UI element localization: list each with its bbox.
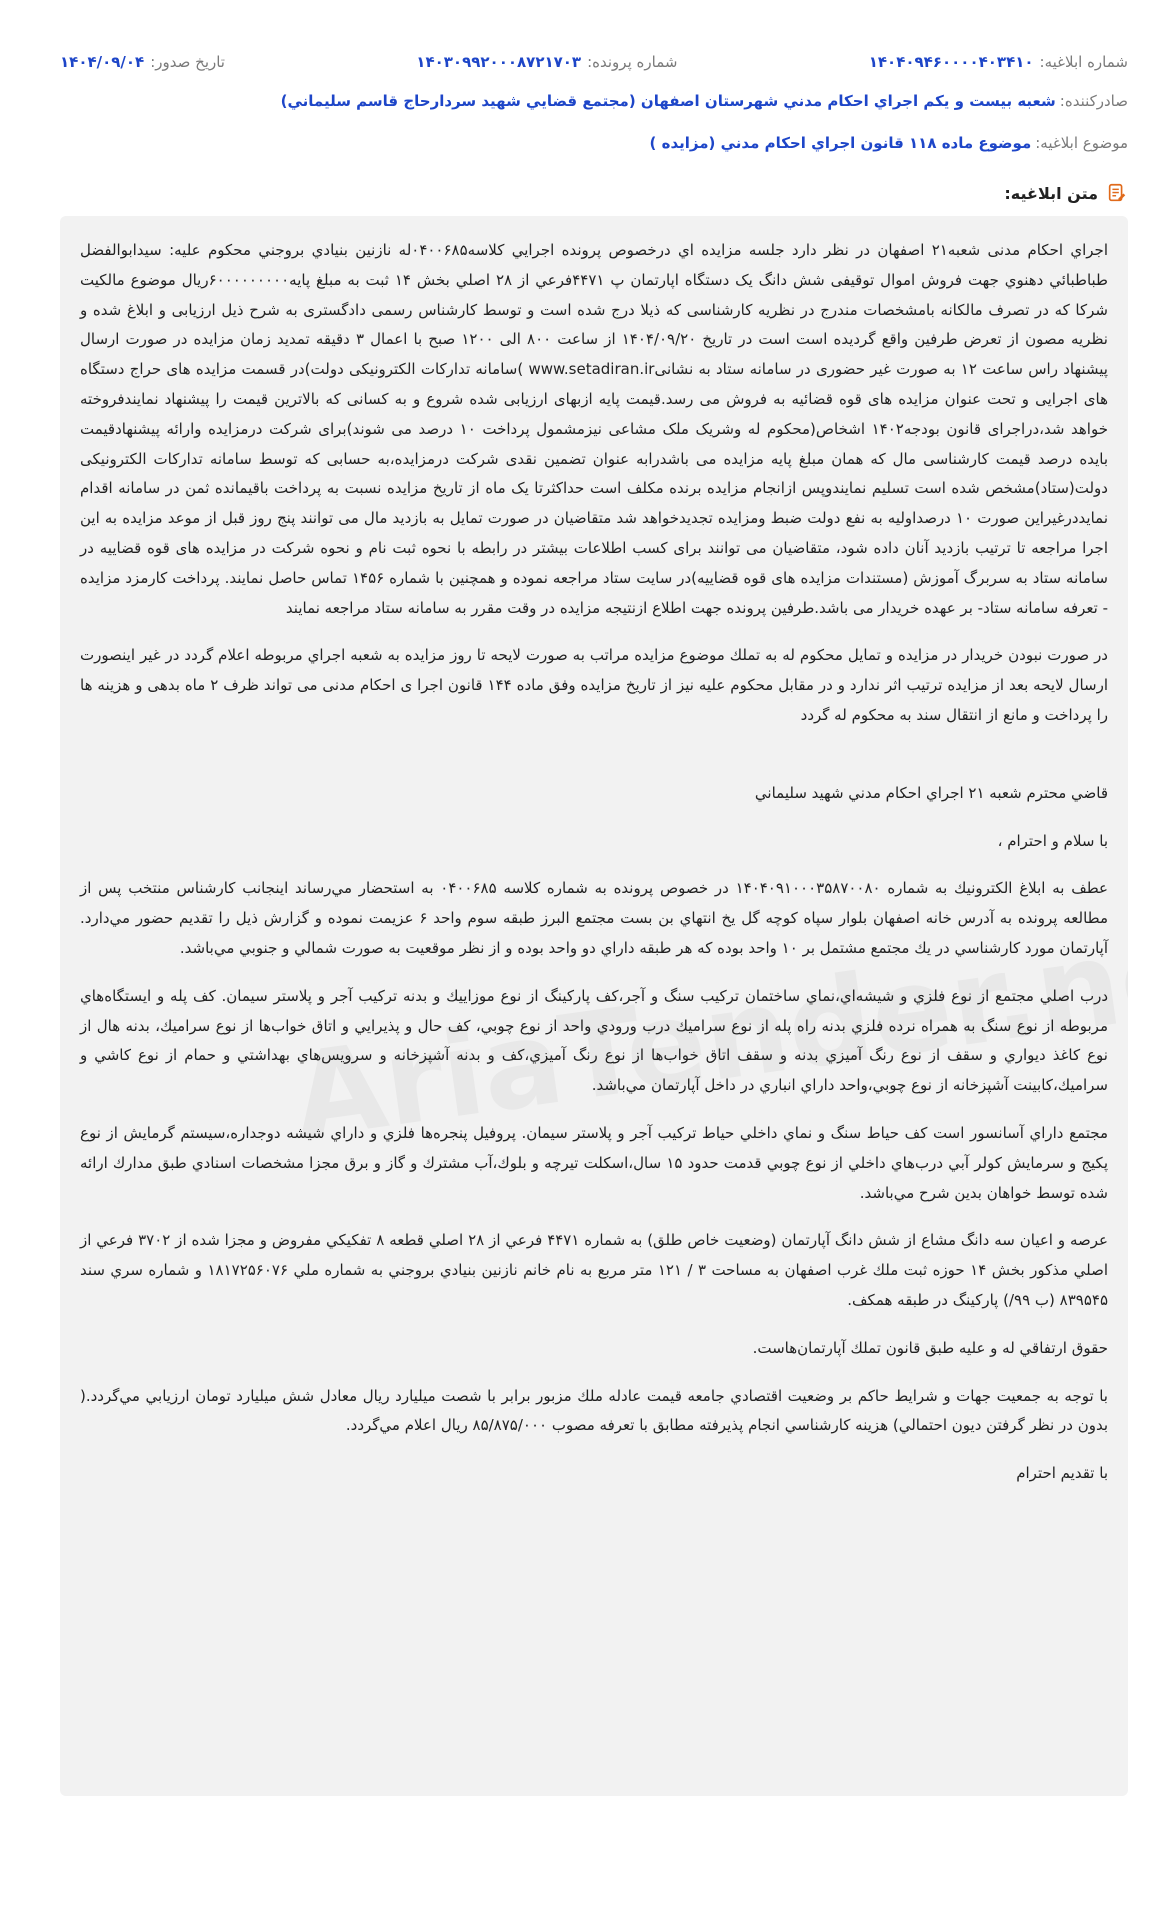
notice-text-heading xyxy=(60,182,1128,204)
subject-label: موضوع ابلاغیه: xyxy=(1035,134,1128,152)
issuer-value: شعبه بیست و یکم اجراي احكام مدني شهرستان اصفهان (مجتمع قضايي شهيد سردارحاج قاسم سليماني) xyxy=(280,92,1056,110)
closing-line: با تقديم احترام xyxy=(1016,1464,1108,1483)
notice-number-field xyxy=(869,53,1128,71)
case-number-value: ۱۴۰۳۰۹۹۲۰۰۰۸۷۲۱۷۰۳ xyxy=(416,53,582,71)
expert-report-intro: عطف به ابلاغ الكترونيك به شماره ۱۴۰۴۰۹۱۰۰۰۳۵۸۷۰۰۸۰ در خصوص پرونده به شماره كلاسه ۰۴۰۰۶۸۵ به استحضار مي‌رساند اينجانب كارشناس منتخب پس از مطالعه پرونده به آدرس خانه اصفهان بلوار سپاه كوچه گل يخ انتهاي بن بست مجتمع البرز طبقه سوم واحد ۶ عزيمت نموده و گزارش ذيل را تقديم حضور مي‌دارد. آپارتمان مورد كارشناسي در يك مجتمع مشتمل بر ۱۰ واحد بوده كه هر طبقه داراي دو واحد بوده و از نظر موقعيت به صورت شمالي و جنوبي مي‌باشد. xyxy=(80,879,1108,957)
valuation-paragraph: با توجه به جمعيت جهات و شرايط حاكم بر وضعيت اقتصادي جامعه قيمت عادله ملك مزبور برابر با شصت ميليارد ريال معادل شش ميليارد تومان ارزيابي مي‌گردد.( بدون در نظر گرفتن ديون احتمالي) هزينه كارشناسي انجام پذيرفته مطابق با تعرفه مصوب ۸۵/۸۷۵/۰۰۰ ريال اعلام مي‌گردد. xyxy=(80,1386,1108,1435)
issuer-field xyxy=(60,92,1128,116)
issue-date-value: ۱۴۰۴/۰۹/۰۴ xyxy=(60,53,145,71)
no-buyer-paragraph: در صورت نبودن خريدار در مزايده و تمايل محكوم له به تملك موضوع مزايده مراتب به صورت لايحه تا روز مزايده به شعبه اجراي مربوطه اعلام گردد در غير اينصورت ارسال لايحه بعد از مزايده ترتيب اثر ندارد و در مقابل محكوم عليه نيز از تاريخ مزايده وفق ماده ۱۴۴ قانون اجرا ی احكام مدنی می تواند ظرف ۲ ماه بدهی و هزينه ها را پرداخت و مانع از انتقال سند به محكوم له گردد xyxy=(80,646,1109,724)
deed-details-paragraph: عرصه و اعيان سه دانگ مشاع از شش دانگ آپارتمان (وضعيت خاص طلق) به شماره ۴۴۷۱ فرعي از ۲۸ اصلي قطعه ۸ تفكيكي مفروض و مجزا شده از ۳۷۰۲ فرعي از اصلي مذكور بخش ۱۴ حوزه ثبت ملك غرب اصفهان به مساحت ۳ / ۱۲۱ متر مربع به نام خانم نازنين بنيادي بروجني به شماره ملي ۱۸۱۷۲۵۶۰۷۶ و شماره سري سند ۸۳۹۵۴۵ (ب ۹۹/) پاركينگ در طبقه همكف. xyxy=(80,1231,1108,1309)
case-number-field xyxy=(416,53,677,71)
subject-value: موضوع ماده ۱۱۸ قانون اجراي احكام مدني (مزايده ) xyxy=(649,134,1032,152)
meta-header-row xyxy=(60,50,1128,74)
notice-text-title: متن ابلاغیه: xyxy=(1004,183,1098,203)
notice-content-box xyxy=(60,216,1128,1796)
notice-page xyxy=(60,50,1128,1796)
subject-field xyxy=(60,134,1128,158)
judge-address-line: قاضي محترم شعبه ۲۱ اجراي احكام مدني شهيد سليماني xyxy=(754,783,1108,802)
greeting-line: با سلام و احترام ، xyxy=(997,831,1108,850)
auction-paragraph: اجراي احكام مدنی شعبه۲۱ اصفهان در نظر دارد جلسه مزايده اي درخصوص پرونده اجرايي كلاسه۰۴۰۰۶۸۵له نازنين بنيادي بروجني محكوم عليه: سیدابوالفضل طباطبائي دهنوي جهت فروش اموال توقيفی شش دانگ یک دستگاه اپارتمان پ ۴۴۷۱فرعي از ۲۸ اصلي بخش ۱۴ ثبت به مبلغ پايه۶۰۰۰۰۰۰۰۰۰ریال موضوع مالكيت شركا كه در تصرف مالكانه بامشخصات مندرج در نظريه كارشناسی كه ذيلا درج شده است و توسط كارشناس رسمی دادگستری به شرح ذيل ارزيابی و ابلاغ شده و نظريه مصون از تعرض طرفين واقع گرديده است است در تاريخ ۱۴۰۴/۰۹/۲۰ از ساعت ۸۰۰ الی ۱۲۰۰ صبح با اعمال ۳ دقيقه تمديد زمان مزايده در صورت ارسال پيشنهاد راس ساعت ۱۲ به صورت غير حضوری در سامانه ستاد به نشانیwww.setadiran.ir )سامانه تداركات الكترونيكی دولت)در قسمت مزايده های حراج دستگاه های اجرايی و تحت عنوان مزايده های قوه قضائيه به فروش می رسد.قيمت پايه ازبهای ارزيابی شده شروع و به كسانی كه بالاترين قيمت را پيشنهاد نمايندفروخته خواهد شد،دراجرای قانون بودجه۱۴۰۲ اشخاص(محکوم له وشریک ملک مشاعی نیزمشمول پرداخت ۱۰ درصد می شوند)برای شركت درمزايده وارائه پيشنهادقيمت بايده درصد قيمت كارشناسی مال كه همان مبلغ پايه مزايده می باشدرابه عنوان تضمين نقدی شركت درمزايده،به حسابی كه توسط سامانه تداركات الكترونيكی دولت(ستاد)مشخص شده است تسليم نمايندوپس ازانجام مزايده برنده مكلف است حداكثرتا يک ماه از تاريخ مزايده نسبت به پرداخت باقيمانده ثمن در سامانه اقدام نمايددرغيراين صورت ۱۰ درصداوليه به نفع دولت ضبط ومزايده تجديدخواهد شد متقاضيان در صورت تمايل به بازديد مال می توانند پنج روز قبل از موعد مزايده به اين اجرا مراجعه تا ترتيب بازديد آنان داده شود، متقاضيان می توانند برای كسب اطلاعات بيشتر در رابطه با نحوه ثبت نام و نحوه شركت در مزايده های قوه قضاييه در سامانه ستاد به سربرگ آموزش (مستندات مزايده های قوه قضاييه)در سايت ستاد مراجعه نموده و همچنين با شماره ۱۴۵۶ تماس حاصل نمايند. پرداخت كارمزد مزايده - تعرفه سامانه ستاد- بر عهده خريدار می باشد.طرفين پرونده جهت اطلاع ازنتيجه مزايده در وقت مقرر به سامانه ستاد مراجعه نمايند xyxy=(80,241,1108,617)
notice-number-label: شماره ابلاغیه: xyxy=(1039,53,1128,71)
issue-date-field xyxy=(60,53,225,71)
document-edit-icon xyxy=(1106,182,1128,204)
issue-date-label: تاریخ صدور: xyxy=(150,53,225,71)
easement-rights-line: حقوق ارتفاقي له و عليه طبق قانون تملك آپارتمان‌هاست. xyxy=(752,1338,1108,1357)
building-specs-paragraph: درب اصلي مجتمع از نوع فلزي و شيشه‌اي،نماي ساختمان تركيب سنگ و آجر،كف پاركينگ از نوع موزاييك و بدنه تركيب آجر و پلاستر سيمان. كف پله و ايستگاه‌هاي مربوطه از نوع سنگ به همراه نرده فلزي بدنه راه پله از نوع سراميك درب ورودي واحد از نوع چوبي، كف حال و پذيرايي و اتاق خواب‌ها از نوع سراميك، بدنه هال از نوع كاغذ ديواري و سقف از نوع رنگ آميزي بدنه و سقف اتاق خواب‌ها از نوع رنگ آميزي،كف و بدنه آشپزخانه و سرويس‌هاي بهداشتي و حمام از نوع كاشي و سراميك،كابينت آشپزخانه از نوع چوبي،واحد داراي انباري در داخل آپارتمان مي‌باشد. xyxy=(80,986,1108,1095)
notice-number-value: ۱۴۰۴۰۹۴۶۰۰۰۰۴۰۳۴۱۰ xyxy=(868,53,1034,71)
facilities-paragraph: مجتمع داراي آسانسور است كف حياط سنگ و نماي داخلي حياط تركيب آجر و پلاستر سيمان. پروفيل پنجره‌ها فلزي و داراي شيشه دوجداره،سيستم گرمايش از نوع پكيج و سرمايش كولر آبي درب‌هاي داخلي از نوع چوبي قدمت حدود ۱۵ سال،اسكلت تيرچه و بلوك،آب مشترك و گاز و برق مجزا مشخصات اسنادي طبق مدارك ارائه شده توسط خواهان بدين شرح مي‌باشد. xyxy=(80,1123,1109,1202)
case-number-label: شماره پرونده: xyxy=(587,53,678,71)
issuer-label: صادرکننده: xyxy=(1059,92,1128,110)
